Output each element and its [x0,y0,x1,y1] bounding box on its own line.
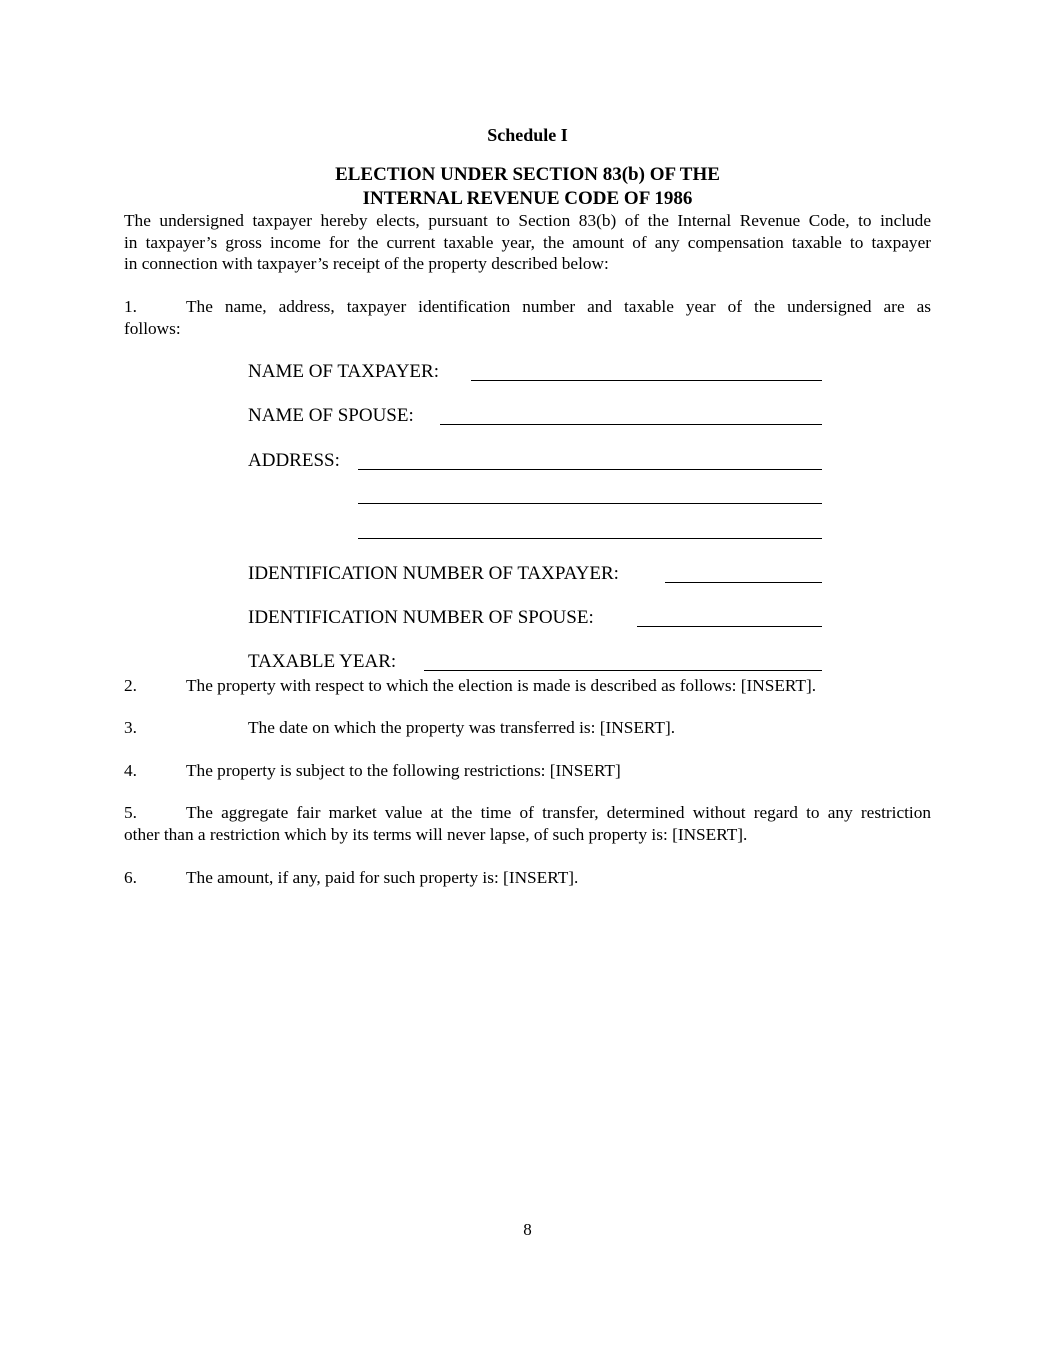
address-field-line-1[interactable] [358,469,822,470]
item-5-line-1 [124,802,931,824]
item-1-line-1 [124,296,931,318]
item-5-text: The aggregate fair market value at the time of transfer, determined without regard to any restriction [186,803,931,822]
item-4-text: The property is subject to the following restrictions: [INSERT] [186,761,621,780]
item-1-text: The name, address, taxpayer identification number and taxable year of the undersigned are as [186,297,931,316]
intro-line-3: in connection with taxpayer’s receipt of the property described below: [124,254,609,273]
item-3-number: 3. [124,718,137,737]
item-5-number: 5. [124,803,137,822]
item-4 [124,760,621,782]
page-number: 8 [523,1220,532,1239]
address-field-line-2[interactable] [358,503,822,504]
item-4-number: 4. [124,761,137,780]
taxable-year-field[interactable] [424,670,822,671]
item-2 [124,675,816,697]
item-6-number: 6. [124,868,137,887]
item-1 [124,296,931,339]
taxpayer-id-label: IDENTIFICATION NUMBER OF TAXPAYER: [248,563,619,584]
schedule-heading: Schedule I [487,125,568,145]
item-6-text: The amount, if any, paid for such property is: [INSERT]. [186,868,579,887]
item-1-number: 1. [124,297,137,316]
item-3 [124,717,675,739]
intro-line-1: The undersigned taxpayer hereby elects, pursuant to Section 83(b) of the Internal Revenue Code, to include [124,211,931,230]
document-title-line-2: INTERNAL REVENUE CODE OF 1986 [362,188,693,209]
intro-paragraph [124,210,931,275]
address-field-line-3[interactable] [358,538,822,539]
item-2-text: The property with respect to which the election is made is described as follows: [INSERT]. [186,676,817,695]
taxpayer-name-label: NAME OF TAXPAYER: [248,361,439,382]
item-3-text: The date on which the property was transferred is: [INSERT]. [248,718,676,737]
spouse-name-label: NAME OF SPOUSE: [248,405,414,426]
item-5-line-2: other than a restriction which by its terms will never lapse, of such property is: [INSERT]. [124,824,748,844]
taxpayer-id-field[interactable] [665,582,822,583]
taxpayer-name-field[interactable] [471,380,822,381]
address-label: ADDRESS: [248,450,340,471]
taxable-year-label: TAXABLE YEAR: [248,651,397,672]
item-5 [124,802,931,845]
item-2-number: 2. [124,676,137,695]
spouse-name-field[interactable] [440,424,822,425]
spouse-id-field[interactable] [637,626,822,627]
item-6 [124,867,578,889]
spouse-id-label: IDENTIFICATION NUMBER OF SPOUSE: [248,607,594,628]
item-1-line-2: follows: [124,318,181,338]
intro-line-2: in taxpayer’s gross income for the current taxable year, the amount of any compensation taxable to taxpayer [124,232,931,252]
document-title-line-1: ELECTION UNDER SECTION 83(b) OF THE [335,164,720,185]
